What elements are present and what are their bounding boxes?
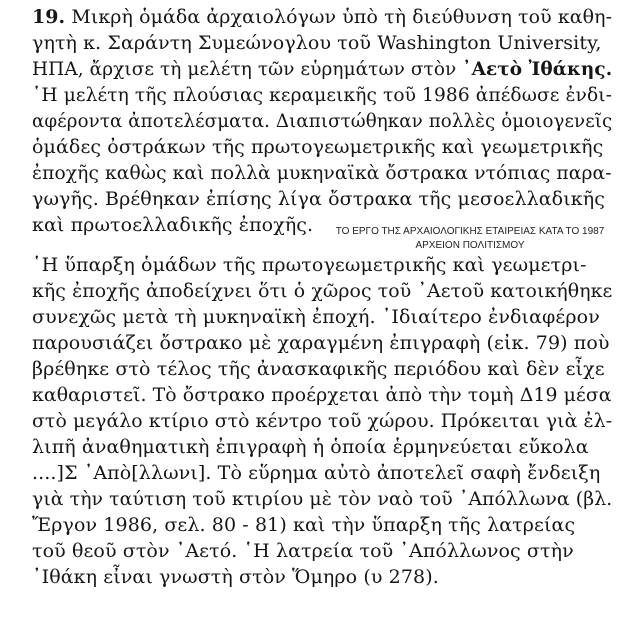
text-line: στὸ μεγάλο κτίριο στὸ κέντρο τοῦ χώρου. Πρόκειται γιὰ ἐλ- (32, 410, 613, 432)
text-line: ᾿Ιθάκη εἶναι γνωστὴ στὸν Ὅμηρο (υ 278). (32, 566, 439, 588)
text-line: καὶ πρωτοελλαδικῆς ἐποχῆς. (32, 214, 314, 236)
source-caption-archive: ΑΡΧΕΙΟΝ ΠΟΛΙΤΙΣΜΟΥ (415, 240, 525, 251)
text-line: λιπῆ ἀναθηματικὴ ἐπιγραφὴ ἡ ὁποία ἑρμηνεύεται εὔκολα (32, 436, 589, 458)
text-line: ἐποχῆς καθὼς καὶ πολλὰ μυκηναϊκὰ ὄστρακα ντόπιας παρα- (32, 162, 612, 184)
text-segment: Μικρὴ ὁμάδα ἀρχαιολόγων ὑπὸ τὴ διεύθυνση τοῦ καθη- (65, 6, 613, 28)
paragraph-number: 19. (32, 6, 66, 28)
text-line (32, 56, 612, 82)
text-line: ....]Σ ᾿Απὸ[λλωνι]. Τὸ εὕρημα αὐτὸ ἀποτελεῖ σαφὴ ἔνδειξη (32, 462, 601, 484)
text-line: Ἔργον 1986, σελ. 80 - 81) καὶ τὴν ὕπαρξη τῆς λατρείας (32, 514, 576, 536)
text-line: γωγῆς. Βρέθηκαν ἐπίσης λίγα ὄστρακα τῆς μεσοελλαδικῆς (32, 188, 605, 210)
text-line: ῾Η ὕπαρξη ὁμάδων τῆς πρωτογεωμετρικῆς καὶ γεωμετρι- (32, 254, 587, 276)
text-segment: ΗΠΑ, ἄρχισε τὴ μελέτη τῶν εὑρημάτων στὸν (32, 58, 463, 80)
text-line: γητὴ κ. Σαράντη Συμεώνογλου τοῦ Washington University, (32, 32, 602, 54)
text-line: παρουσιάζει ὄστρακο μὲ χαραγμένη ἐπιγραφὴ (εἰκ. 79) ποὺ (32, 332, 610, 354)
text-line (32, 4, 612, 30)
text-line: ῾Η μελέτη τῆς πλούσιας κεραμεικῆς τοῦ 1986 ἀπέδωσε ἐνδι- (32, 84, 612, 106)
text-line: τοῦ θεοῦ στὸν ᾿Αετό. ῾Η λατρεία τοῦ ᾿Απόλλωνος στὴν (32, 540, 574, 562)
text-line: κῆς ἐποχῆς ἀποδείχνει ὅτι ὁ χῶρος τοῦ ᾿Αετοῦ κατοικήθηκε (32, 280, 613, 302)
text-line: βρέθηκε στὸ τέλος τῆς ἀνασκαφικῆς περιόδου καὶ δὲν εἶχε (32, 358, 605, 380)
source-caption-title: ΤΟ ΕΡΓΟ ΤΗΣ ΑΡΧΑΙΟΛΟΓΙΚΗΣ ΕΤΑΙΡΕΙΑΣ ΚΑΤΑ ΤΟ 1987 (335, 226, 605, 237)
text-line: γιὰ τὴν ταύτιση τοῦ κτιρίου μὲ τὸν ναὸ τοῦ ᾿Απόλλωνα (βλ. (32, 488, 613, 510)
text-line: αφέροντα ἀποτελέσματα. Διαπιστώθηκαν πολλὲς ὁμοιογενεῖς (32, 110, 613, 132)
text-line: ὁμάδες ὀστράκων τῆς πρωτογεωμετρικῆς καὶ γεωμετρικῆς (32, 136, 604, 158)
text-line: συνεχῶς μετὰ τὴ μυκηναϊκὴ ἐποχή. ᾿Ιδιαίτερο ἐνδιαφέρον (32, 306, 600, 328)
text-line: καθαριστεῖ. Τὸ ὄστρακο προέρχεται ἀπὸ τὴν τομὴ Δ19 μέσα (32, 384, 612, 406)
site-name: ᾿Αετὸ Ἰθάκης. (462, 58, 613, 80)
